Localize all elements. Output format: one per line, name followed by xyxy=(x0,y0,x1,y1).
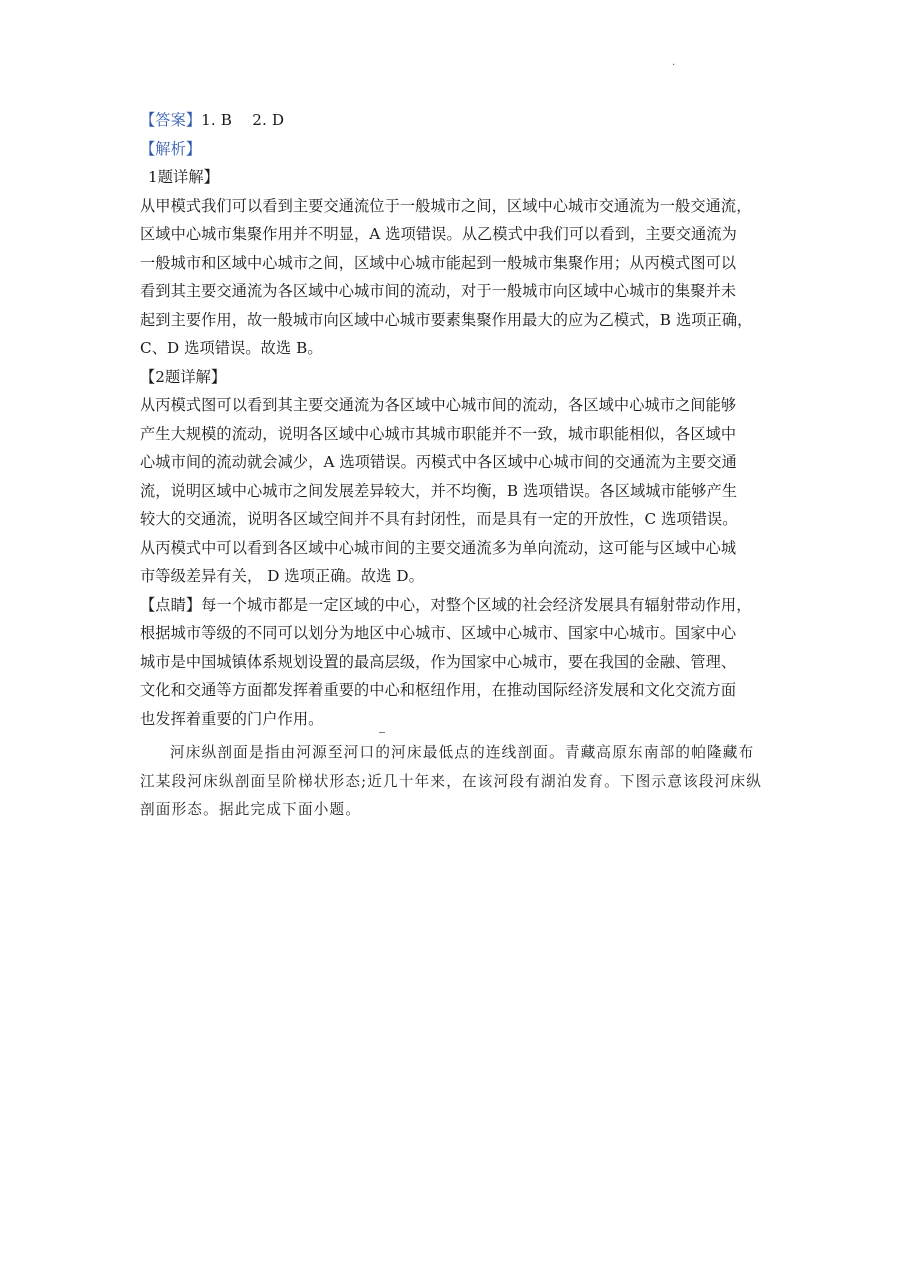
q1-line: 区域中心城市集聚作用并不明显，A 选项错误。从乙模式中我们可以看到，主要交通流为 xyxy=(140,225,737,243)
question-line: 剖面形态。据此完成下面小题。 xyxy=(140,801,362,818)
q2-title: 【2题详解】 xyxy=(140,367,227,386)
tip-text: 每一个城市都是一定区域的中心，对整个区域的社会经济发展具有辐射带动作用， xyxy=(201,595,752,614)
question-line: 河床纵剖面是指由河源至河口的河床最低点的连线剖面。青藏高原东南部的帕隆藏布 xyxy=(170,744,755,761)
question-stem xyxy=(140,739,780,825)
q2-line: 流，说明区域中心城市之间发展差异较大，并不均衡，B 选项错误。各区域城市能够产生 xyxy=(140,481,738,500)
tip-line: 也发挥着重要的门户作用。 xyxy=(140,709,324,728)
q2-line: 产生大规模的流动，说明各区域中心城市其城市职能并不一致，城市职能相似，各区域中 xyxy=(140,424,737,443)
tip-label: 【点睛】 xyxy=(140,595,202,614)
answer-label: 【答案】 xyxy=(140,111,202,129)
tip-line: 城市是中国城镇体系规划设置的最高层级，作为国家中心城市，要在我国的金融、管理、 xyxy=(140,652,737,671)
q1-line: C、D 选项错误。故选 B。 xyxy=(140,339,323,357)
answer-text: 1. B 2. D xyxy=(201,111,285,129)
tip-line xyxy=(140,591,780,620)
q1-explanation xyxy=(140,192,780,363)
tip-line: 根据城市等级的不同可以划分为地区中心城市、区域中心城市、国家中心城市。国家中心 xyxy=(140,624,737,642)
question-line: 江某段河床纵剖面呈阶梯状形态;近几十年来，在该河段有湖泊发育。下图示意该段河床纵 xyxy=(140,772,763,790)
q1-title: 1题详解】 xyxy=(148,168,219,186)
q1-line: 看到其主要交通流为各区域中心城市间的流动，对于一般城市向区域中心城市的集聚并未 xyxy=(140,282,737,300)
document-body xyxy=(140,106,780,825)
tip-section xyxy=(140,591,780,734)
q1-line: 从甲模式我们可以看到主要交通流位于一般城市之间，区域中心城市交通流为一般交通流， xyxy=(140,196,752,215)
q2-line: 市等级差异有关， D 选项正确。故选 D。 xyxy=(140,567,424,585)
q2-explanation xyxy=(140,391,780,591)
q2-line: 心城市间的流动就会减少，A 选项错误。丙模式中各区域中心城市间的交通流为主要交通 xyxy=(140,453,737,471)
tip-line: 文化和交通等方面都发挥着重要的中心和枢纽作用，在推动国际经济发展和文化交流方面 xyxy=(140,681,737,699)
q2-line: 从丙模式图可以看到其主要交通流为各区域中心城市间的流动，各区域中心城市之间能够 xyxy=(140,396,737,414)
q2-line: 从丙模式中可以看到各区域中心城市间的主要交通流多为单向流动，这可能与区域中心城 xyxy=(140,538,737,557)
answer-line xyxy=(140,106,780,135)
page-dot-mark: . xyxy=(672,57,676,68)
q1-line: 一般城市和区域中心城市之间，区域中心城市能起到一般城市集聚作用；从丙模式图可以 xyxy=(140,253,737,272)
analysis-label: 【解析】 xyxy=(140,139,202,158)
q1-line: 起到主要作用，故一般城市向区域中心城市要素集聚作用最大的应为乙模式，B 选项正确， xyxy=(140,310,753,329)
q2-line: 较大的交通流，说明各区域空间并不具有封闭性，而是具有一定的开放性，C 选项错误。 xyxy=(140,510,738,528)
